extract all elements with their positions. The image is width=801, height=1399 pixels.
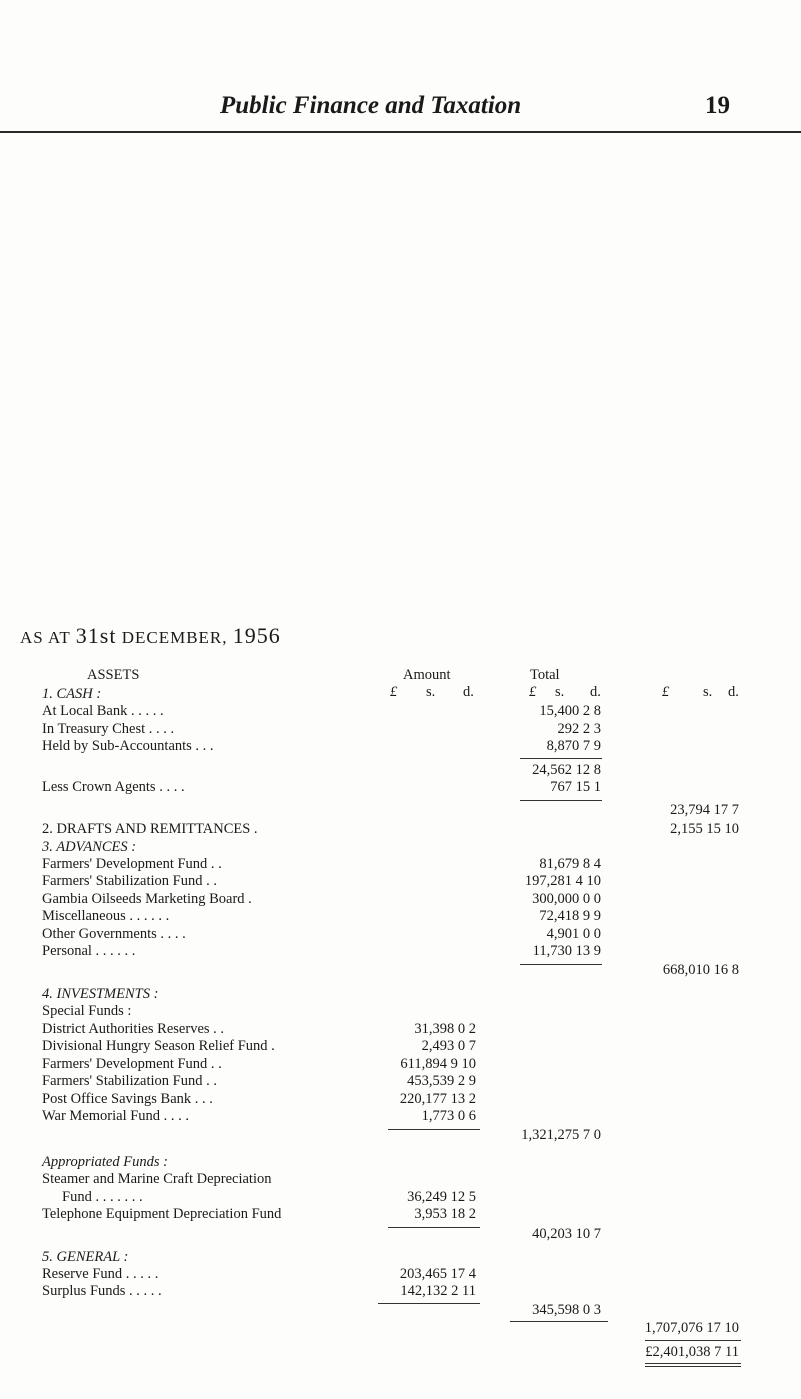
running-header-title: Public Finance and Taxation [220, 92, 522, 119]
list-item: Miscellaneous . . . . . . [42, 908, 170, 924]
grand-total: £2,401,038 7 11 [645, 1344, 739, 1360]
amount-value: 203,465 17 4 [399, 1266, 476, 1282]
list-item: District Authorities Reserves . . [42, 1021, 225, 1037]
total-column-heading: Total [530, 667, 560, 683]
total-value: 197,281 4 10 [524, 873, 601, 889]
list-item: Farmers' Development Fund . . [42, 1056, 222, 1072]
appropriated-funds-total: 40,203 10 7 [532, 1226, 601, 1242]
subtotal-rule [520, 800, 602, 801]
amount-value: 36,249 12 5 [407, 1189, 476, 1205]
list-item: Steamer and Marine Craft Depreciation [42, 1171, 272, 1187]
general-total: 345,598 0 3 [532, 1302, 601, 1318]
total-pounds-unit: £ [529, 684, 537, 700]
list-item: Reserve Fund . . . . . [42, 1266, 159, 1282]
total-shillings-unit: s. [555, 684, 565, 700]
header-rule [0, 131, 801, 133]
list-item: Other Governments . . . . [42, 926, 186, 942]
amount-value: 3,953 18 2 [414, 1206, 476, 1222]
cash-net-total: 23,794 17 7 [670, 802, 739, 818]
total-value: 15,400 2 8 [539, 703, 601, 719]
advances-heading: 3. ADVANCES : [42, 839, 137, 855]
subtotal-rule [388, 1129, 480, 1130]
list-item: Post Office Savings Bank . . . [42, 1091, 213, 1107]
list-item: Surplus Funds . . . . . [42, 1283, 162, 1299]
special-funds-total: 1,321,275 7 0 [521, 1127, 601, 1143]
grand-total-rule [645, 1366, 741, 1367]
page-number: 19 [705, 92, 730, 119]
total-rule [645, 1340, 741, 1341]
subtotal-rule [510, 1321, 608, 1322]
amount-value: 453,539 2 9 [407, 1073, 476, 1089]
amount-value: 31,398 0 2 [414, 1021, 476, 1037]
amount-value: 220,177 13 2 [399, 1091, 476, 1107]
amount-value: 142,132 2 11 [400, 1283, 476, 1299]
total-value: 81,679 8 4 [539, 856, 601, 872]
amount-value: 2,493 0 7 [421, 1038, 476, 1054]
subtotal-rule [520, 964, 602, 965]
total-value: 8,870 7 9 [546, 738, 601, 754]
list-item: At Local Bank . . . . . [42, 703, 164, 719]
subtotal-rule [520, 758, 602, 759]
list-item: Held by Sub-Accountants . . . [42, 738, 214, 754]
net-pounds-unit: £ [662, 684, 670, 700]
amount-value: 611,894 9 10 [400, 1056, 476, 1072]
assets-heading: ASSETS [87, 667, 140, 683]
cash-subtotal: 24,562 12 8 [532, 762, 601, 778]
list-item: War Memorial Fund . . . . [42, 1108, 190, 1124]
list-item: Farmers' Development Fund . . [42, 856, 222, 872]
list-item: Telephone Equipment Depreciation Fund [42, 1206, 282, 1222]
amount-column-heading: Amount [403, 667, 451, 683]
drafts-label: 2. DRAFTS AND REMITTANCES . [42, 821, 258, 837]
bleed-through-text [196, 150, 209, 176]
balance-sheet-date-heading: AS AT 31st DECEMBER, 1956 [20, 623, 281, 648]
subtotal-rule [378, 1303, 480, 1304]
grand-total-rule [645, 1363, 741, 1364]
subtotal-rule [388, 1227, 480, 1228]
less-crown-agents-value: 767 15 1 [550, 779, 601, 795]
list-item: Farmers' Stabilization Fund . . [42, 873, 217, 889]
investments-total: 1,707,076 17 10 [644, 1320, 739, 1336]
net-shillings-unit: s. [703, 684, 713, 700]
total-value: 11,730 13 9 [532, 943, 601, 959]
less-crown-agents-label: Less Crown Agents . . . . [42, 779, 185, 795]
list-item: In Treasury Chest . . . . [42, 721, 175, 737]
cash-heading: 1. CASH : [42, 686, 102, 702]
general-heading: 5. GENERAL : [42, 1249, 129, 1265]
total-value: 292 2 3 [557, 721, 601, 737]
drafts-value: 2,155 15 10 [670, 821, 739, 837]
total-value: 300,000 0 0 [532, 891, 601, 907]
list-item: Gambia Oilseeds Marketing Board . [42, 891, 252, 907]
amount-value: 1,773 0 6 [421, 1108, 476, 1124]
appropriated-funds-heading: Appropriated Funds : [42, 1154, 168, 1170]
investments-heading: 4. INVESTMENTS : [42, 986, 159, 1002]
amount-pounds-unit: £ [390, 684, 398, 700]
advances-net-total: 668,010 16 8 [662, 962, 739, 978]
special-funds-heading: Special Funds : [42, 1003, 132, 1019]
list-item: Farmers' Stabilization Fund . . [42, 1073, 217, 1089]
total-value: 72,418 9 9 [539, 908, 601, 924]
list-item: Divisional Hungry Season Relief Fund . [42, 1038, 275, 1054]
list-item-continued: Fund . . . . . . . [62, 1189, 143, 1205]
amount-pence-unit: d. [463, 684, 474, 700]
total-pence-unit: d. [590, 684, 601, 700]
amount-shillings-unit: s. [426, 684, 436, 700]
list-item: Personal . . . . . . [42, 943, 136, 959]
net-pence-unit: d. [728, 684, 739, 700]
total-value: 4,901 0 0 [546, 926, 601, 942]
